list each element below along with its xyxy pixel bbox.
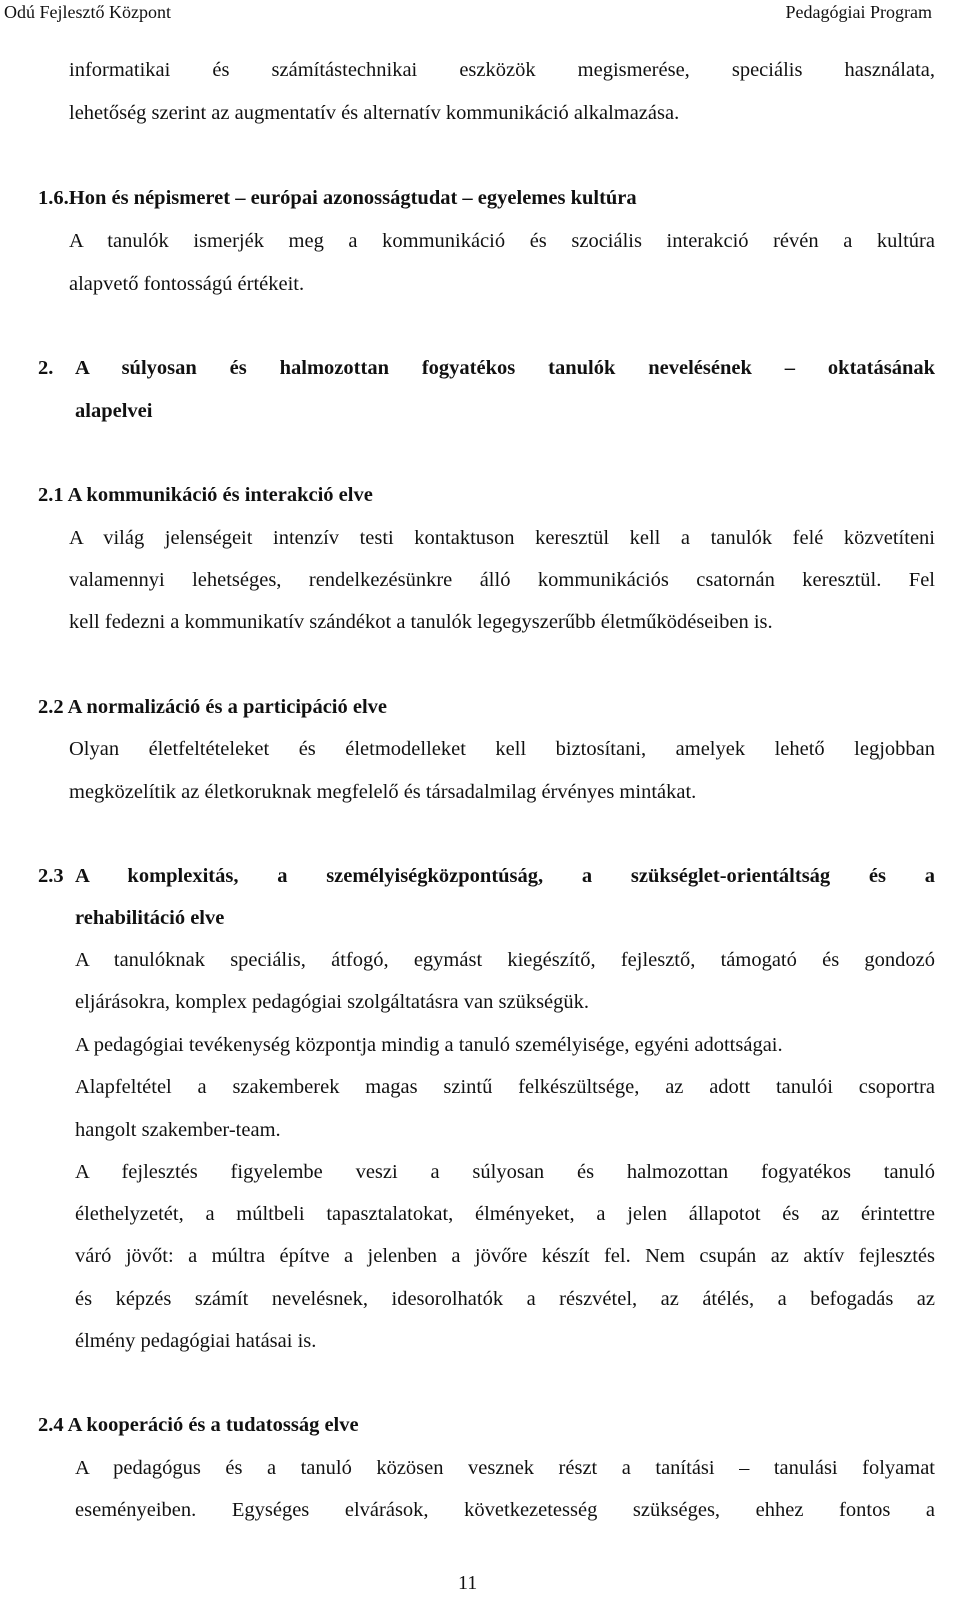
- paragraph-line: informatikai és számítástechnikai eszközök megismerése, speciális használata,: [69, 59, 935, 81]
- paragraph-line: hangolt szakember-team.: [75, 1119, 281, 1141]
- paragraph-line: kell fedezni a kommunikatív szándékot a tanulók legegyszerűbb életműködéseiben is.: [69, 611, 773, 633]
- section-heading-2-cont: alapelvei: [75, 400, 153, 422]
- paragraph-line: megközelítik az életkoruknak megfelelő és társadalmilag érvényes mintákat.: [69, 781, 697, 803]
- paragraph-line: A tanulóknak speciális, átfogó, egymást kiegészítő, fejlesztő, támogató és gondozó: [75, 949, 935, 971]
- paragraph-line: lehetőség szerint az augmentatív és alternatív kommunikáció alkalmazása.: [69, 102, 680, 124]
- section-heading-2-3-cont: rehabilitáció elve: [75, 907, 225, 929]
- paragraph-line: valamennyi lehetséges, rendelkezésünkre álló kommunikációs csatornán keresztül. Fel: [69, 569, 935, 591]
- section-number-2-3: 2.3: [38, 865, 64, 887]
- section-heading-2-3: A komplexitás, a személyiségközpontúság, a szükséglet-orientáltság és a: [75, 865, 935, 887]
- section-heading-2-2: 2.2 A normalizáció és a participáció elve: [38, 696, 388, 718]
- paragraph-line: eseményeiben. Egységes elvárások, következetesség szükséges, ehhez fontos a: [75, 1499, 935, 1521]
- paragraph-line: eljárásokra, komplex pedagógiai szolgáltatásra van szükségük.: [75, 991, 590, 1013]
- paragraph-line: élethelyzetét, a múltbeli tapasztalatokat, élményeket, a jelen állapotot és az érintettre: [75, 1203, 935, 1225]
- paragraph-line: váró jövőt: a múltra építve a jelenben a jövőre készít fel. Nem csupán az aktív fejlesztés: [75, 1245, 935, 1267]
- paragraph-line: Alapfeltétel a szakemberek magas szintű felkészültsége, az adott tanulói csoportra: [75, 1076, 935, 1098]
- paragraph-line: és képzés számít nevelésnek, idesorolhatók a részvétel, az átélés, a befogadás az: [75, 1288, 935, 1310]
- header-organization: Odú Fejlesztő Központ: [4, 2, 171, 22]
- paragraph-line: Olyan életfeltételeket és életmodelleket kell biztosítani, amelyek lehető legjobban: [69, 738, 935, 760]
- section-heading-2-4: 2.4 A kooperáció és a tudatosság elve: [38, 1414, 359, 1436]
- section-heading-1-6: 1.6.Hon és népismeret – európai azonosságtudat – egyelemes kultúra: [38, 187, 637, 209]
- paragraph-line: élmény pedagógiai hatásai is.: [75, 1330, 317, 1352]
- paragraph-line: alapvető fontosságú értékeit.: [69, 273, 305, 295]
- page-number: 11: [458, 1572, 478, 1594]
- paragraph-line: A fejlesztés figyelembe veszi a súlyosan és halmozottan fogyatékos tanuló: [75, 1161, 935, 1183]
- section-number-2: 2.: [38, 357, 54, 379]
- section-heading-2-1: 2.1 A kommunikáció és interakció elve: [38, 484, 373, 506]
- page-header: [0, 2, 960, 24]
- paragraph-line: A pedagógus és a tanuló közösen vesznek részt a tanítási – tanulási folyamat: [75, 1457, 935, 1479]
- paragraph-line: A pedagógiai tevékenység központja mindig a tanuló személyisége, egyéni adottságai.: [75, 1034, 783, 1056]
- paragraph-line: A világ jelenségeit intenzív testi kontaktuson keresztül kell a tanulók felé közvetíteni: [69, 527, 935, 549]
- paragraph-line: A tanulók ismerjék meg a kommunikáció és szociális interakció révén a kultúra: [69, 230, 935, 252]
- header-document-title: Pedagógiai Program: [785, 2, 932, 22]
- section-heading-2: A súlyosan és halmozottan fogyatékos tanulók nevelésének – oktatásának: [75, 357, 935, 379]
